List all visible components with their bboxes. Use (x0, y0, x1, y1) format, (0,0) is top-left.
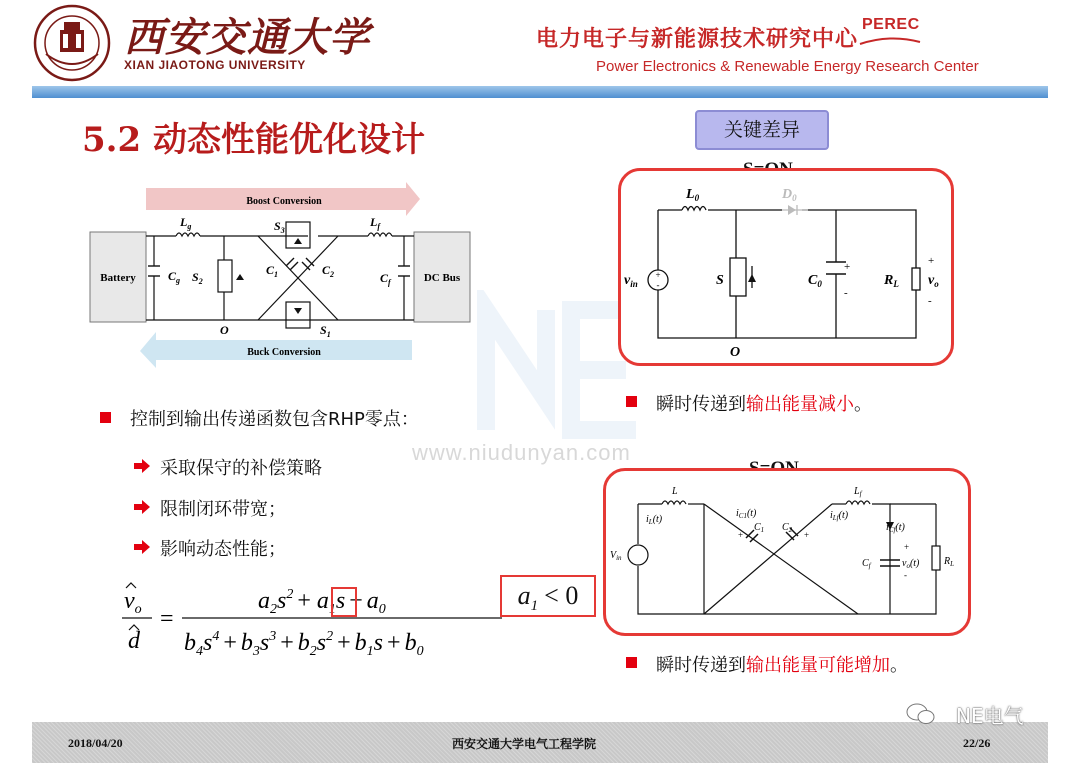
bullet-square-icon (100, 412, 111, 423)
cond-sub: 1 (530, 598, 539, 614)
zsource-converter-diagram (606, 472, 968, 632)
label-c0: $C_0$ (808, 273, 822, 289)
label-lf: $L_f$ (370, 215, 381, 231)
label-ilf: $i_{Lf}(t)$ (830, 510, 849, 522)
label-c2: $C_2$ (322, 263, 335, 279)
svg-text:-: - (656, 280, 660, 290)
caption-suffix: 。 (854, 394, 872, 415)
footer-page-number: 22/26 (963, 736, 991, 750)
vo-plus: + (904, 542, 910, 552)
label-vo: $v_o(t)$ (902, 558, 920, 570)
label-c1: $C_1$ (754, 522, 765, 534)
key-difference-badge: 关键差异 (695, 110, 829, 150)
label-cf: $C_f$ (862, 558, 871, 570)
label-c1: $C_1$ (266, 263, 279, 279)
university-name-en: XIAN JIAOTONG UNIVERSITY (124, 58, 306, 72)
numerator: $a_2s^2 + a_1s + a_0$ (258, 587, 386, 617)
research-center-name-en: Power Electronics & Renewable Energy Research Center (596, 58, 979, 75)
slide-header (0, 0, 1080, 86)
vo-plus: + (928, 255, 935, 267)
bullet-square-icon (626, 396, 637, 407)
label-s3: $S_3$ (274, 219, 285, 235)
label-rl: $R_L$ (944, 556, 955, 568)
boost-converter-diagram (620, 170, 952, 364)
battery-label: Battery (100, 272, 136, 284)
perec-logo: PEREC (862, 16, 920, 33)
lhs-numerator: $v_o$ (124, 588, 142, 617)
lhs-denominator: d (128, 628, 140, 654)
research-center-name-cn: 电力电子与新能源技术研究中心 (536, 27, 859, 52)
c0-minus: - (844, 287, 848, 299)
vo-minus: - (928, 295, 932, 307)
equals-sign: = (160, 606, 174, 632)
caption-prefix: 瞬时传递到 (656, 394, 746, 415)
caption-prefix: 瞬时传递到 (656, 655, 746, 676)
c1-plus: + (738, 530, 744, 540)
arrow-bullet-icon (134, 459, 150, 473)
caption-highlight: 输出能量减小 (746, 394, 854, 415)
university-seal-logo (32, 4, 112, 82)
slide-title: 5.2 动态性能优化设计 (82, 120, 425, 160)
rhp-zero-bullet: 控制到输出传递函数包含RHP零点： (130, 409, 419, 430)
label-l0: $L_0$ (686, 187, 700, 203)
label-s2: $S_2$ (192, 270, 203, 286)
cond-relation: < 0 (544, 581, 579, 610)
label-cf: $C_f$ (380, 271, 391, 287)
label-lf: $L_f$ (854, 486, 862, 498)
boost-label: Boost Conversion (246, 196, 322, 207)
label-icf: $i_{Cf}(t)$ (886, 522, 905, 534)
university-name-cn: 西安交通大学 (124, 14, 370, 61)
label-ic1: $i_{C1}(t)$ (736, 508, 757, 520)
watermark-text: www.niudunyan.com (412, 440, 631, 465)
dc-bus-label: DC Bus (423, 272, 461, 284)
label-vin: $v_{in}$ (624, 273, 638, 289)
label-vin: $V_{in}$ (610, 550, 622, 562)
label-s1: $S_1$ (320, 323, 331, 339)
label-il: $i_L(t)$ (646, 514, 663, 526)
footer-school: 西安交通大学电气工程学院 (452, 737, 597, 751)
arrow-bullet-icon (134, 540, 150, 554)
wechat-brand-name: NE电气 (956, 704, 1024, 728)
label-vo: $v_o$ (928, 273, 939, 289)
vo-minus: - (904, 570, 907, 580)
perec-swoosh-icon (858, 36, 922, 48)
label-lg: $L_g$ (180, 215, 192, 231)
c2-plus: + (804, 530, 810, 540)
label-rl: $R_L$ (884, 273, 899, 289)
c0-plus: + (844, 261, 851, 273)
label-s: S (716, 273, 724, 288)
footer-date: 2018/04/20 (68, 736, 123, 750)
header-divider-bar (32, 86, 1048, 98)
svg-text:+: + (655, 270, 661, 280)
transfer-function-formula (120, 578, 504, 662)
cond-var: a (517, 581, 531, 610)
label-cg: $C_g$ (168, 269, 181, 285)
label-c2: $C_2$ (782, 522, 793, 534)
denominator: $b_4s^4 + b_3s^3 + b_2s^2 + b_1s + b_0$ (184, 629, 424, 659)
label-o: O (730, 345, 741, 360)
zsource-caption (656, 651, 908, 677)
rhp-condition-box (500, 575, 596, 617)
bidirectional-converter-diagram (88, 180, 474, 368)
boost-caption (656, 390, 872, 416)
sub-bullet-1: 采取保守的补偿策略 (160, 458, 322, 479)
sub-bullet-3: 影响动态性能； (160, 539, 286, 560)
arrow-bullet-icon (134, 500, 150, 514)
buck-label: Buck Conversion (247, 347, 321, 358)
label-o: O (220, 323, 229, 337)
caption-suffix: 。 (890, 655, 908, 676)
caption-highlight: 输出能量可能增加 (746, 655, 890, 676)
label-l: L (672, 486, 678, 497)
bullet-square-icon (626, 657, 637, 668)
wechat-icon (906, 702, 936, 726)
sub-bullet-2: 限制闭环带宽； (160, 499, 286, 520)
label-d0: $D_0$ (782, 187, 797, 203)
